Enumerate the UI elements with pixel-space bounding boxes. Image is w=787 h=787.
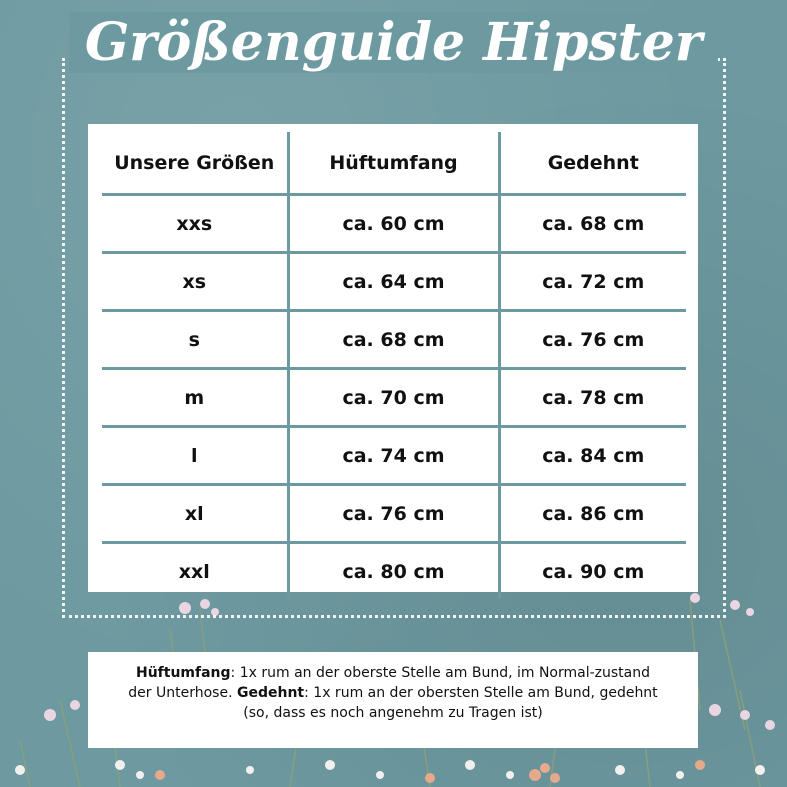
note-term-stretched: Gedehnt	[236, 685, 305, 701]
size-table-card	[88, 124, 698, 592]
size-cell: xxl	[178, 560, 210, 583]
stretched-cell: ca. 78 cm	[499, 369, 686, 427]
size-cell: xs	[102, 253, 288, 311]
table-header-row	[102, 132, 686, 195]
size-cell: l	[102, 427, 288, 485]
table-row	[102, 253, 686, 311]
table-row	[102, 485, 686, 543]
header-stretched: Gedehnt	[499, 132, 686, 195]
hip-cell: ca. 76 cm	[288, 485, 499, 543]
header-size: Unsere Größen	[102, 132, 288, 195]
table-row	[102, 195, 686, 253]
size-table	[102, 132, 686, 599]
hip-cell: ca. 74 cm	[288, 427, 499, 485]
note-term-hip: Hüftumfang	[135, 665, 231, 681]
hip-cell: ca. 68 cm	[288, 311, 499, 369]
table-row	[102, 311, 686, 369]
table-row	[102, 369, 686, 427]
note-text-hip: : 1x rum an der oberste Stelle am Bund, im Normal-zustand der Unterhose.	[128, 665, 651, 701]
stretched-cell: ca. 86 cm	[499, 485, 686, 543]
size-cell: xl	[102, 485, 288, 543]
page-title: Größenguide Hipster	[0, 12, 787, 73]
stretched-cell: ca. 72 cm	[499, 253, 686, 311]
hip-cell: ca. 60 cm	[288, 195, 499, 253]
stretched-cell: ca. 84 cm	[499, 427, 686, 485]
size-cell: m	[102, 369, 288, 427]
table-row	[102, 427, 686, 485]
size-cell: xxs	[102, 195, 288, 253]
stretched-cell: ca. 76 cm	[499, 311, 686, 369]
stretched-cell: ca. 68 cm	[499, 195, 686, 253]
header-hip: Hüftumfang	[288, 132, 499, 195]
hip-cell: ca. 80 cm	[288, 543, 499, 600]
hip-cell: ca. 64 cm	[288, 253, 499, 311]
note-text-stretched: : 1x rum an der obersten Stelle am Bund, gedehnt (so, dass es noch angenehm zu Tragen ist)	[243, 685, 658, 721]
hip-cell: ca. 70 cm	[288, 369, 499, 427]
stretched-cell: ca. 90 cm	[499, 543, 686, 600]
size-cell: s	[102, 311, 288, 369]
measurement-note	[88, 652, 698, 748]
table-row	[102, 543, 686, 600]
